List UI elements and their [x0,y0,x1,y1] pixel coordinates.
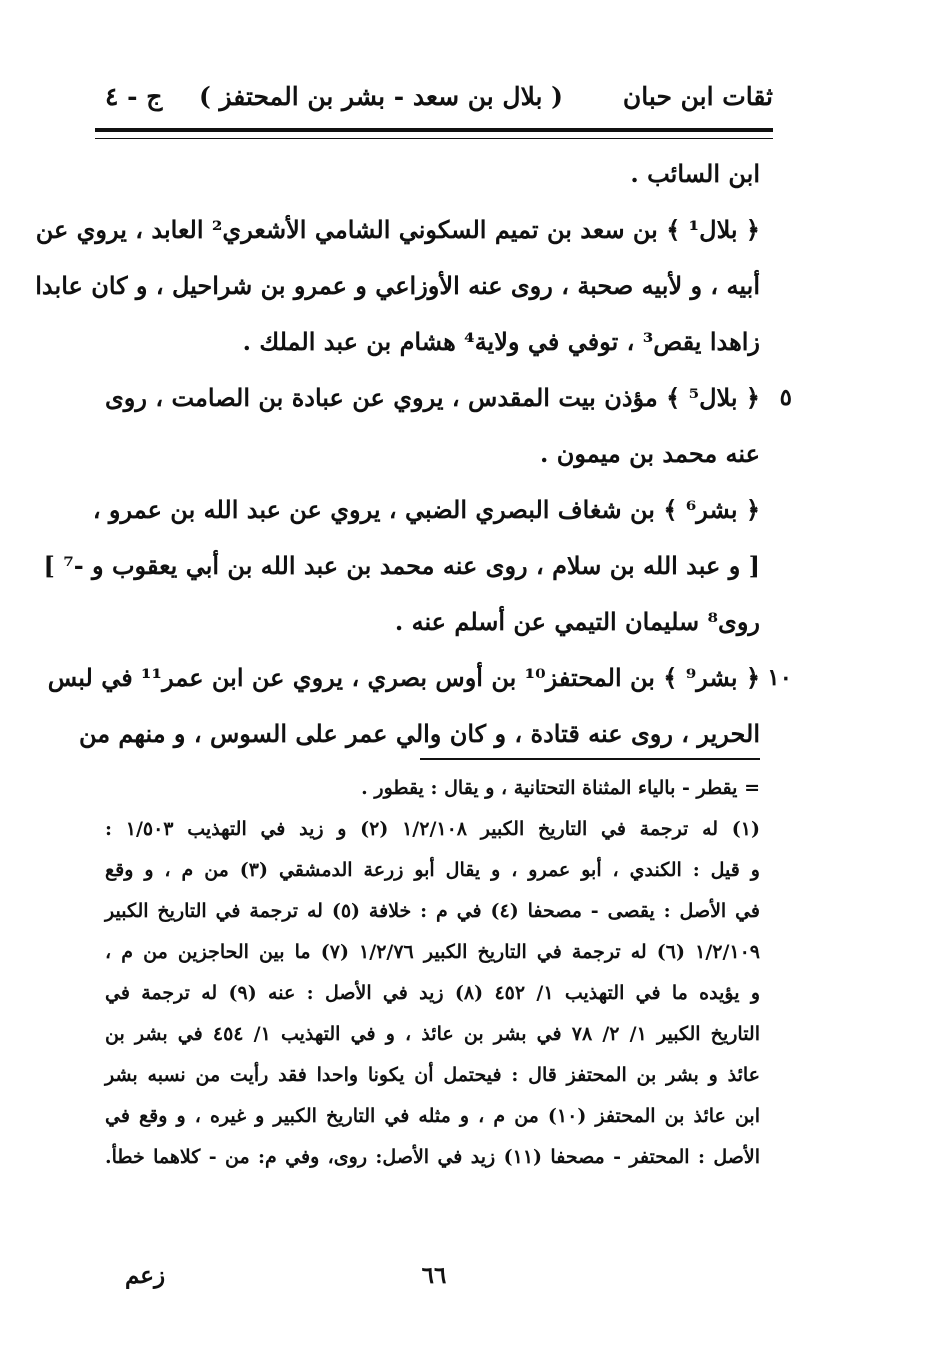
footnote-line: و يؤيده ما في التهذيب ١/ ٤٥٢ (٨) زيد في الأصل : عنه (٩) له ترجمة في [105,982,760,1004]
footnote-line: في الأصل : يقصى - مصحفا (٤) في م : خلافة (٥) له ترجمة في التاريخ الكبير [105,900,760,922]
text-line: ﴿ بلال⁵ ﴾ مؤذن بيت المقدس ، يروي عن عبادة بن الصامت ، روى [105,383,760,412]
text-line: ﴿ بشر⁶ ﴾ بن شغاف البصري الضبي ، يروي عن عبد الله بن عمرو ، [92,495,760,524]
text-line: ابن السائب . [630,159,760,188]
book-title: ثقات ابن حبان [622,82,773,111]
footnote-line: التاريخ الكبير ١/ ٢/ ٧٨ في بشر بن عائذ ، و في التهذيب ١/ ٤٥٤ في بشر بن [105,1023,760,1045]
text-line: الحرير ، روى عنه قتادة ، و كان والي عمر على السوس ، و منهم من [78,719,760,748]
page-number: ٦٦ [421,1262,447,1289]
footnote-line: الأصل : المحتفر - مصحفا (١١) زيد في الأصل: روى، وفي م: من - كلاهما خطأ. [105,1146,760,1168]
line-number-marker: ٥ [779,384,792,411]
page-header [95,82,773,132]
footnote-line: (١) له ترجمة في التاريخ الكبير ١/٢/١٠٨ (٢) و زيد في التهذيب ١/٥٠٣ : [105,818,760,840]
header-rule-thin [95,138,773,139]
footnote-line: عائذ و بشر بن المحتفز قال : فيحتمل أن يكونا واحدا فقد رأيت من نسبه بشر [105,1064,760,1086]
text-line: ﴿ بلال¹ ﴾ بن سعد بن تميم السكوني الشامي الأشعري² العابد ، يروي عن [35,215,760,244]
footnotes [105,768,760,1178]
footnote-line: ابن عائذ بن المحتفز (١٠) من م ، و مثله في التاريخ الكبير و غيره ، و وقع في [105,1105,760,1127]
volume-label: ج - ٤ [105,82,163,111]
section-title: ( بلال بن سعد - بشر بن المحتفز ) [198,82,563,111]
line-number-marker: ١٠ [767,664,792,691]
footnote-line: = يقطر - بالياء المثناة التحتانية ، و يقال : يقطور . [361,777,760,799]
header-rule-thick [95,128,773,132]
page-footer [95,1262,773,1302]
text-line: روى⁸ سليمان التيمي عن أسلم عنه . [394,607,760,636]
text-line: أبيه ، و لأبيه صحبة ، روى عنه الأوزاعي و عمرو بن شراحيل ، و كان عابدا [35,271,760,300]
text-line: زاهدا يقص³ ، توفي في ولاية⁴ هشام بن عبد الملك . [242,327,760,356]
text-line: [ و عبد الله بن سلام ، روى عنه محمد بن عبد الله بن أبي يعقوب و -⁷ ] [43,551,760,580]
footnote-line: و قيل : الكندي ، أبو عمرو ، و يقال أبو زرعة الدمشقي (٣) من م ، و وقع [105,859,760,881]
signature-mark: زعم [125,1262,166,1289]
text-line: عنه محمد بن ميمون . [540,439,760,468]
footnote-rule [420,758,760,760]
text-line: ﴿ بشر⁹ ﴾ بن المحتفز¹⁰ بن أوس بصري ، يروي عن ابن عمر¹¹ في لبس [47,663,760,692]
footnote-line: ١/٢/١٠٩ (٦) له ترجمة في التاريخ الكبير ١/٢/٧٦ (٧) ما بين الحاجزين من م ، [105,941,761,963]
main-text [35,146,760,762]
